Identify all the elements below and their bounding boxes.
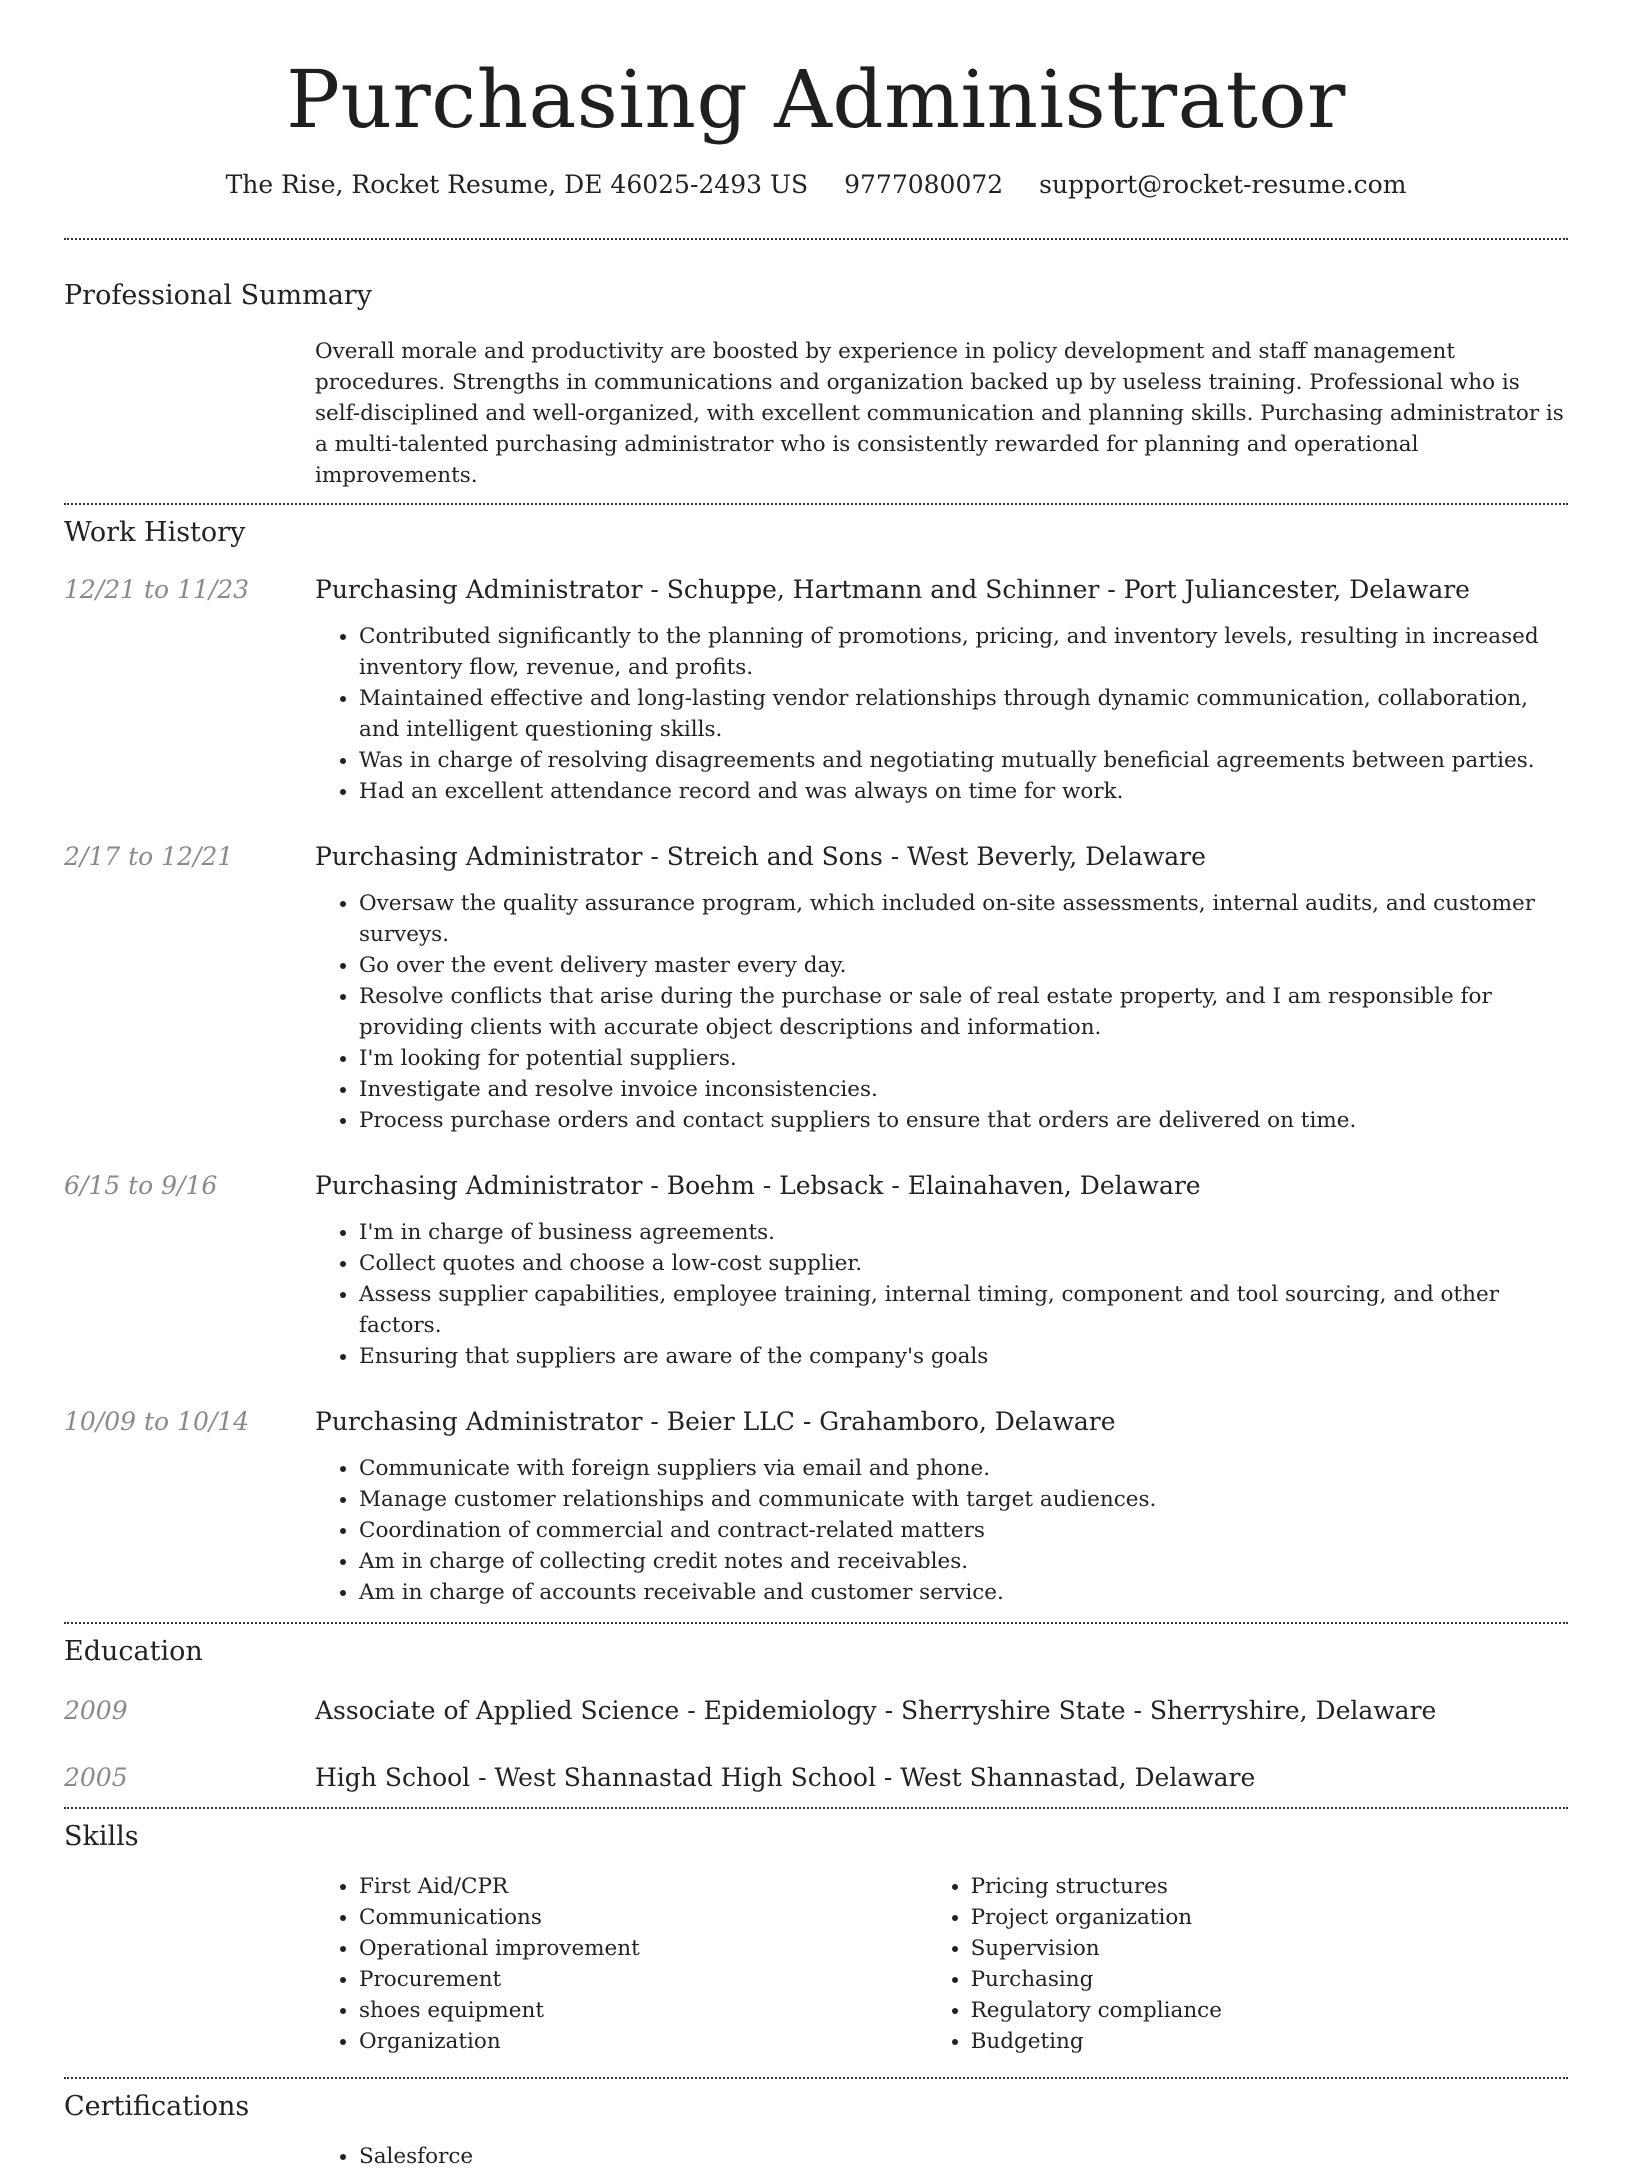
divider — [64, 503, 1568, 505]
work-bullet: • I'm in charge of business agreements. — [359, 1217, 1568, 1248]
work-entry-bullets — [315, 621, 1568, 807]
work-entry-role: Purchasing Administrator — [315, 1171, 643, 1200]
skill-item: • First Aid/CPR — [359, 1871, 927, 1902]
work-entry-title — [315, 1405, 1568, 1439]
section-title-certifications: Certifications — [64, 2091, 250, 2122]
education-school: - Sherryshire State - Sherryshire, Delaware — [876, 1696, 1437, 1725]
section-title-summary: Professional Summary — [64, 280, 372, 311]
divider — [64, 1807, 1568, 1809]
work-bullet: • Collect quotes and choose a low-cost supplier. — [359, 1248, 1568, 1279]
work-bullet: • Coordination of commercial and contract-related matters — [359, 1515, 1568, 1546]
section-title-skills: Skills — [64, 1821, 139, 1852]
education-title — [315, 1694, 1568, 1728]
contact-address: The Rise, Rocket Resume, DE 46025-2493 US — [225, 170, 809, 199]
work-bullet: • Am in charge of accounts receivable and customer service. — [359, 1577, 1568, 1608]
education-entry — [64, 1761, 1568, 1795]
work-entry — [64, 840, 1568, 1136]
work-bullet: • Had an excellent attendance record and was always on time for work. — [359, 776, 1568, 807]
work-entry-bullets — [315, 1453, 1568, 1608]
work-entry-dates: 10/09 to 10/14 — [64, 1407, 250, 1436]
work-entry-dates: 6/15 to 9/16 — [64, 1171, 218, 1200]
work-bullet: • Was in charge of resolving disagreements and negotiating mutually beneficial agreements between parties. — [359, 745, 1568, 776]
skill-item: • Pricing structures — [971, 1871, 1568, 1902]
work-entry-employer: - Streich and Sons - West Beverly, Delaware — [642, 842, 1206, 871]
skill-item: • Organization — [359, 2026, 927, 2057]
certification-item: • Salesforce — [359, 2141, 1568, 2172]
education-degree: High School — [315, 1763, 471, 1792]
skill-item: • Project organization — [971, 1902, 1568, 1933]
summary-text: Overall morale and productivity are boosted by experience in policy development and staff management procedures. Strengths in communications and organization backed up by useless training. Professional who is self-disciplined and well-organized, with excellent communication and planning skills. Purchasing administrator is a multi-talented purchasing administrator who is consistently rewarded for planning and operational improvements. — [315, 339, 1564, 488]
work-entry — [64, 1405, 1568, 1608]
divider — [64, 238, 1568, 240]
resume-page — [64, 0, 1568, 2172]
work-entry-employer: - Boehm - Lebsack - Elainahaven, Delaware — [642, 1171, 1201, 1200]
section-title-work-history: Work History — [64, 517, 246, 548]
resume-name: Purchasing Administrator — [286, 53, 1346, 146]
work-entry-role: Purchasing Administrator — [315, 842, 643, 871]
work-bullet: • Oversaw the quality assurance program, which included on-site assessments, internal audits, and customer surveys. — [359, 888, 1568, 950]
education-entry — [64, 1694, 1568, 1728]
skill-item: • Supervision — [971, 1933, 1568, 1964]
work-entry-dates: 2/17 to 12/21 — [64, 842, 234, 871]
education-title — [315, 1761, 1568, 1795]
education-degree: Associate of Applied Science - Epidemiology — [315, 1696, 877, 1725]
work-entry-role: Purchasing Administrator — [315, 1407, 643, 1436]
work-entry-employer: - Schuppe, Hartmann and Schinner - Port Juliancester, Delaware — [642, 575, 1470, 604]
certifications-list — [315, 2141, 1568, 2172]
work-entry-bullets — [315, 1217, 1568, 1372]
work-bullet: • Process purchase orders and contact suppliers to ensure that orders are delivered on time. — [359, 1105, 1568, 1136]
skills-list-right — [927, 1871, 1568, 2057]
work-bullet: • Communicate with foreign suppliers via email and phone. — [359, 1453, 1568, 1484]
skill-item: • Procurement — [359, 1964, 927, 1995]
work-bullet: • I'm looking for potential suppliers. — [359, 1043, 1568, 1074]
contact-phone: 9777080072 — [844, 170, 1004, 199]
work-entry-title — [315, 573, 1568, 607]
work-entry-employer: - Beier LLC - Grahamboro, Delaware — [642, 1407, 1116, 1436]
skill-item: • Operational improvement — [359, 1933, 927, 1964]
work-entry — [64, 573, 1568, 807]
education-list — [64, 1694, 1568, 1795]
work-entry-title — [315, 840, 1568, 874]
divider — [64, 2077, 1568, 2079]
work-bullet: • Ensuring that suppliers are aware of the company's goals — [359, 1341, 1568, 1372]
work-entry-dates: 12/21 to 11/23 — [64, 575, 250, 604]
education-year: 2009 — [64, 1696, 128, 1725]
work-bullet: • Assess supplier capabilities, employee training, internal timing, component and tool sourcing, and other factors. — [359, 1279, 1568, 1341]
divider — [64, 1622, 1568, 1624]
work-history-list — [64, 573, 1568, 1608]
work-entry-bullets — [315, 888, 1568, 1136]
work-bullet: • Maintained effective and long-lasting vendor relationships through dynamic communication, collaboration, and intelligent questioning skills. — [359, 683, 1568, 745]
work-bullet: • Go over the event delivery master every day. — [359, 950, 1568, 981]
skill-item: • Purchasing — [971, 1964, 1568, 1995]
skills-columns — [315, 1871, 1568, 2057]
contact-email[interactable]: support@rocket-resume.com — [1039, 170, 1407, 199]
work-bullet: • Am in charge of collecting credit notes and receivables. — [359, 1546, 1568, 1577]
skill-item: • Regulatory compliance — [971, 1995, 1568, 2026]
work-bullet: • Investigate and resolve invoice inconsistencies. — [359, 1074, 1568, 1105]
section-title-education: Education — [64, 1636, 203, 1667]
skill-item: • Budgeting — [971, 2026, 1568, 2057]
education-year: 2005 — [64, 1763, 128, 1792]
skill-item: • shoes equipment — [359, 1995, 927, 2026]
contact-line — [64, 168, 1568, 202]
work-bullet: • Contributed significantly to the planning of promotions, pricing, and inventory levels, resulting in increased inventory flow, revenue, and profits. — [359, 621, 1568, 683]
work-bullet: • Manage customer relationships and communicate with target audiences. — [359, 1484, 1568, 1515]
work-entry — [64, 1169, 1568, 1372]
work-entry-role: Purchasing Administrator — [315, 575, 643, 604]
work-bullet: • Resolve conflicts that arise during the purchase or sale of real estate property, and I am responsible for providing clients with accurate object descriptions and information. — [359, 981, 1568, 1043]
skill-item: • Communications — [359, 1902, 927, 1933]
education-school: - West Shannastad High School - West Shannastad, Delaware — [470, 1763, 1256, 1792]
skills-list-left — [315, 1871, 927, 2057]
work-entry-title — [315, 1169, 1568, 1203]
